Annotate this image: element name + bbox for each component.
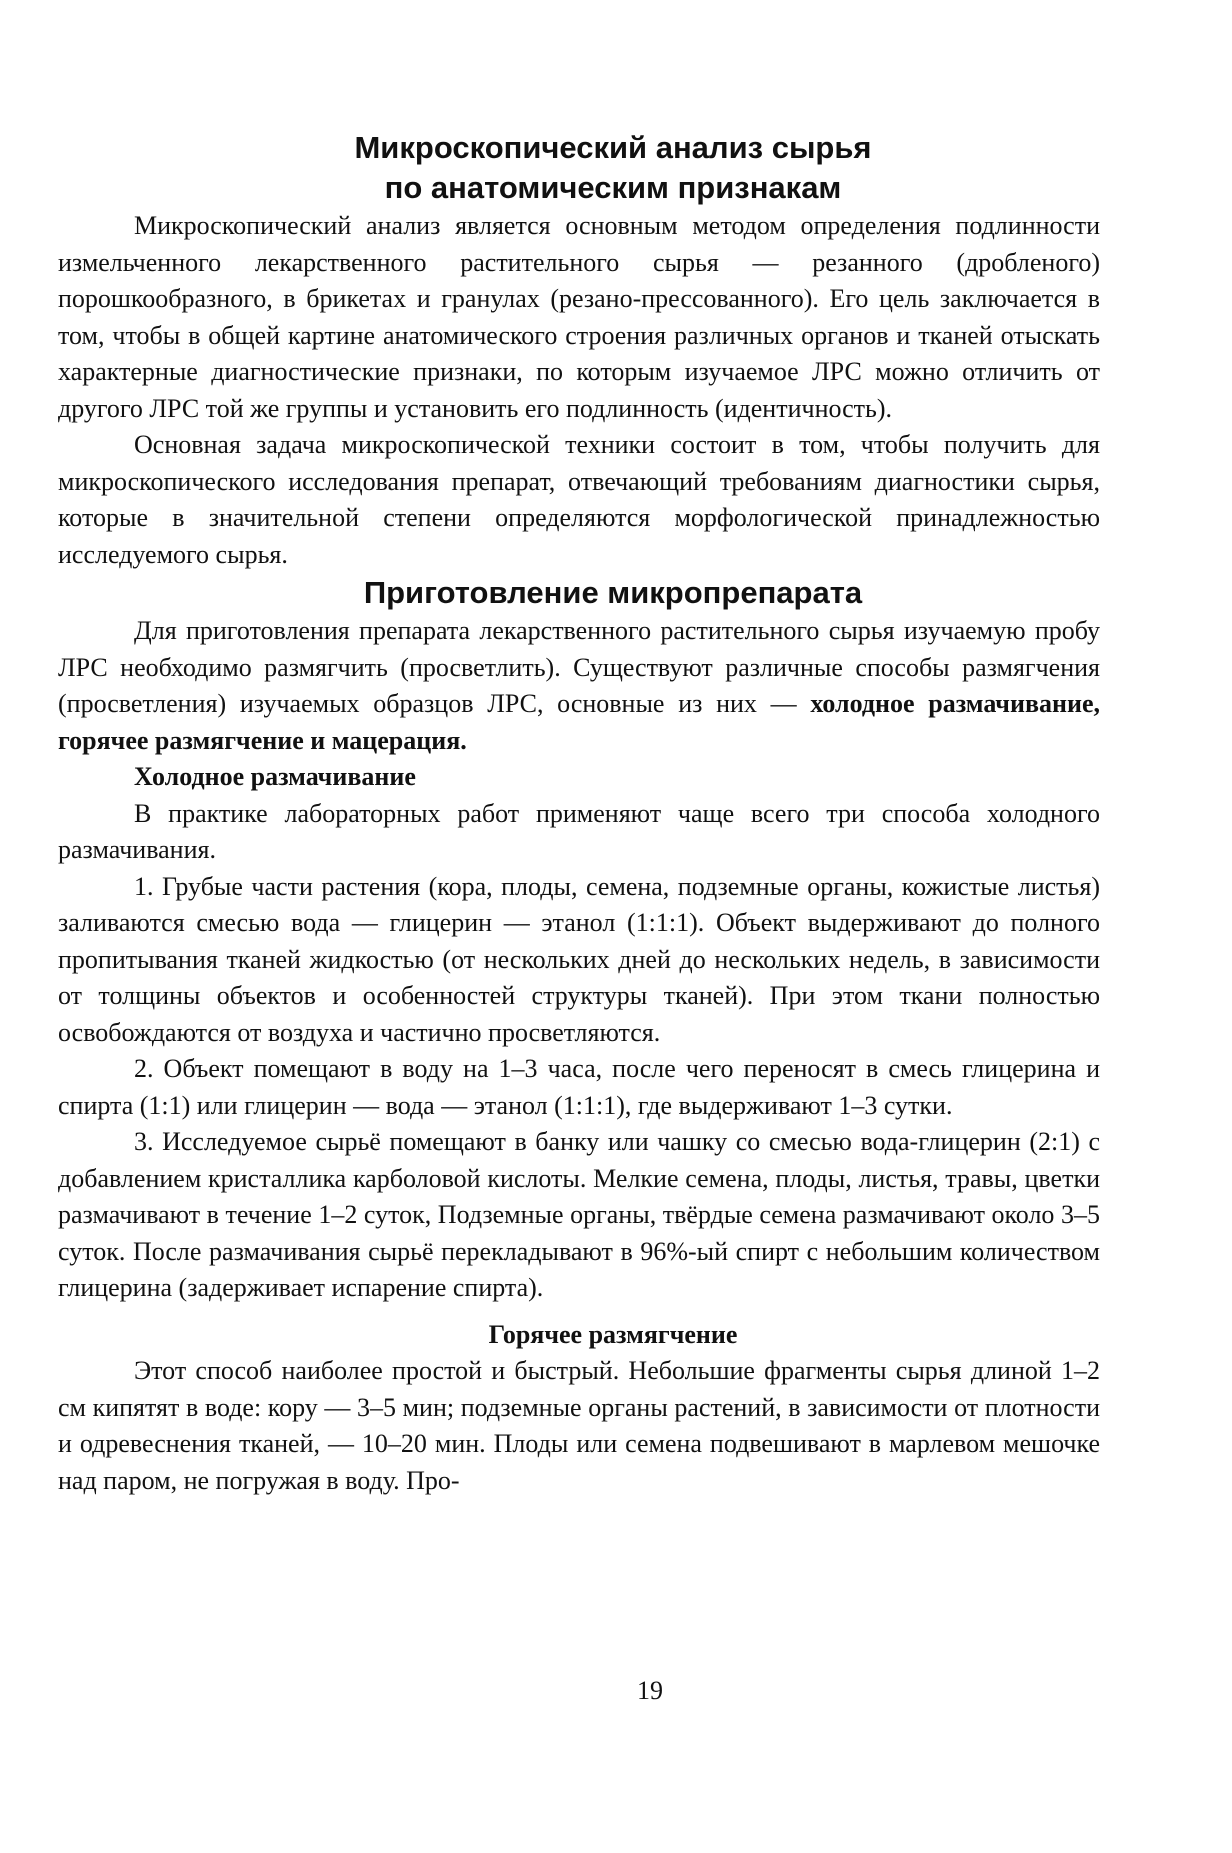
section-title-line-2: по анатомическим признакам (384, 170, 842, 205)
section-title-preparation-text: Приготовление микропрепарата (363, 575, 863, 610)
page-content (58, 128, 1100, 1499)
subheading-cold-soaking: Холодное размачивание (134, 762, 416, 791)
paragraph-hot: Этот способ наиболее простой и быстрый. Небольшие фрагменты сырья длиной 1–2 см кипятят в воде: кору — 3–5 мин; подземные органы растений, в зависимости от плотности и одревеснения тканей, — 10–20 мин. Плоды или семена подвешивают в марлевом мешочке над паром, не погружая в воду. Про- (58, 1356, 1100, 1495)
page-number: 19 (637, 1676, 663, 1705)
subheading-hot-softening: Горячее размягчение (488, 1319, 738, 1349)
section-title-preparation (58, 573, 1100, 613)
list-item-3: 3. Исследуемое сырьё помещают в банку или чашку со смесью вода-глицерин (2:1) с добавлением кристаллика карболовой кислоты. Мелкие семена, плоды, листья, травы, цветки размачивают в течение 1–2 суток, Подземные органы, твёрдые семена размачивают около 3–5 суток. После размачивания сырьё перекладывают в 96%-ый спирт с небольшим количеством глицерина (задерживает испарение спирта). (58, 1127, 1100, 1302)
list-item-2: 2. Объект помещают в воду на 1–3 часа, после чего переносят в смесь глицерина и спирта (1:1) или глицерин — вода — этанол (1:1:1), где выдерживают 1–3 сутки. (58, 1054, 1100, 1120)
intro-text: Для приготовления препарата лекарственного растительного сырья изучаемую пробу ЛРС необходимо размягчить (просветлить). Существуют различные способы размягчения (просветления) изучаемых образцов ЛРС, основные из них — (58, 616, 1100, 718)
paragraph-2: Основная задача микроскопической техники состоит в том, чтобы получить для микроскопического исследования препарат, отвечающий требованиям диагностики сырья, которые в значительной степени определяются морфологической принадлежностью исследуемого сырья. (58, 430, 1100, 569)
paragraph-1: Микроскопический анализ является основным методом определения подлинности измельченного лекарственного растительного сырья — резанного (дробленого) порошкообразного, в брикетах и гранулах (резано-прессованного). Его цель заключается в том, чтобы в общей картине анатомического строения различных органов и тканей отыскать характерные диагностические признаки, по которым изучаемое ЛРС можно отличить от другого ЛРС той же группы и установить его подлинность (идентичность). (58, 211, 1100, 423)
section-title-line-1: Микроскопический анализ сырья (354, 130, 872, 165)
paragraph-cold-intro: В практике лабораторных работ применяют чаще всего три способа холодного размачивания. (58, 798, 1100, 864)
list-item-1: 1. Грубые части растения (кора, плоды, семена, подземные органы, кожистые листья) заливаются смесью вода — глицерин — этанол (1:1:1). Объект выдерживают до полного пропитывания тканей жидкостью (от нескольких дней до нескольких недель, в зависимости от толщины объектов и особенностей структуры тканей). При этом ткани полностью освобождаются от воздуха и частично просветляются. (58, 871, 1100, 1047)
intro-bold-methods: холодное размачивание, горячее размягчение и мацерация. (58, 689, 1100, 755)
paragraph-intro (58, 613, 1100, 759)
section-title-microscopic-analysis (58, 128, 1100, 208)
